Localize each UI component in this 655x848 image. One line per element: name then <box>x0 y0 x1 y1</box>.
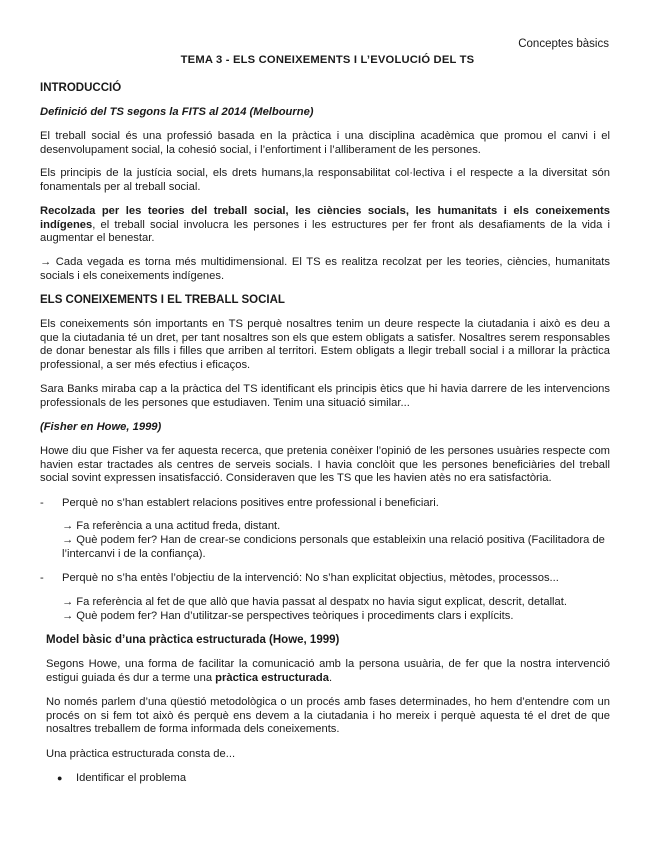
paragraph-howe-fisher: Howe diu que Fisher va fer aquesta recerca, que pretenia conèixer l’opinió de les persones usuàries respecte com havien estar tractades als centres de serveis socials. I havia conclòit que les persones beneficiàries del treball social sovint expressen insatisfacció. Consideraven que les TS que les havien atès no era satisfactòria. <box>40 445 610 485</box>
sub-item-cold-attitude: → Fa referència a una actitud freda, distant. <box>62 520 281 532</box>
theories-bold-text: Recolzada per les teories del treball social, les ciències socials, les humanitats i els coneixements indígenes <box>40 205 610 231</box>
definition-heading: Definició del TS segons la FITS al 2014 (Melbourne) <box>40 106 314 118</box>
header-label: Conceptes bàsics <box>518 38 609 50</box>
paragraph-principles: Els principis de la justícia social, els drets humans,la responsabilitat col·lectiva i el respecte a la diversitat són fonamentals per al treball social. <box>40 167 610 193</box>
sub-item-positive-relation: → Què podem fer? Han de crear-se condicions personals que estableixin una relació positiva (Facilitadora de l’intercanvi i de la confiança). <box>62 534 605 560</box>
structured-bold: pràctica estructurada <box>215 671 329 684</box>
paragraph-methodology: No només parlem d’una qüestió metodològica o un procés amb fases determinades, ho hem d’entendre com un procés on si fem tot això és perquè ens devem a la ciutadania i ho mereix i perquè aquesta té el dret de que nosaltres treballem de forma informada dels coneixements. <box>46 696 610 736</box>
theories-rest-text: , el treball social involucra les persones i les estructures per fer front als desafiaments de la vida i augmentar el benestar. <box>40 218 610 245</box>
model-heading: Model bàsic d’una pràctica estructurada (Howe, 1999) <box>46 634 340 646</box>
paragraph-banks: Sara Banks miraba cap a la pràctica del TS identificant els principis ètics que hi havia darrere de les intervencions professionals de les persones que estudiaven. Tenim una situació similar... <box>40 383 610 409</box>
paragraph-structured-practice <box>46 658 610 685</box>
sub-item-not-explained: → Fa referència al fet de que allò que havia passat al despatx no havia sigut explicat, descrit, detallat. <box>62 596 567 608</box>
knowledge-heading: ELS CONEIXEMENTS I EL TREBALL SOCIAL <box>40 294 285 306</box>
sub-item-clear-procedures: → Què podem fer? Han d’utilitzar-se perspectives teòriques i procediments clars i explícits. <box>62 610 514 622</box>
dash-item-relations: Perquè no s’han establert relacions positives entre professional i beneficiari. <box>62 497 439 509</box>
paragraph-consists-of: Una pràctica estructurada consta de... <box>46 748 236 760</box>
dot-bullet: ● <box>57 773 63 783</box>
page-title: TEMA 3 - ELS CONEIXEMENTS I L’EVOLUCIÓ DEL TS <box>180 54 475 66</box>
paragraph-knowledge: Els coneixements són importants en TS perquè nosaltres tenim un deure respecte la ciutadania i això es deu a que la ciutadania té un dret, per tant nosaltres son els que estem obligats a satisfer. Nosaltres serem responsables de donar benestar als fills i filles que arriben al territori. Estem obligats a llegir treball social i a millorar la pràctica professional, a ser més efectius i eficaços. <box>40 318 610 371</box>
paragraph-multidimensional: → Cada vegada es torna més multidimensional. El TS es realitza recolzat per les teories, ciències, humanitats socials i els coneixements indígenes. <box>40 256 610 282</box>
intro-heading: INTRODUCCIÓ <box>40 82 122 94</box>
fisher-heading: (Fisher en Howe, 1999) <box>40 421 162 433</box>
paragraph-definition: El treball social és una professió basada en la pràctica i una disciplina acadèmica que promou el canvi i el desenvolupament social, la cohesió social, i l’enfortiment i l’alliberament de les persones. <box>40 130 610 156</box>
list-item-identify-problem: Identificar el problema <box>76 772 187 784</box>
structured-text-b: . <box>328 671 333 684</box>
dash-bullet-2: - <box>40 572 44 584</box>
paragraph-theories <box>40 205 610 246</box>
dash-bullet-1: - <box>40 497 44 509</box>
structured-text-a: Segons Howe, una forma de facilitar la comunicació amb la persona usuària, de fer que la nostra intervenció estigui guiada és dur a terme una <box>46 658 610 684</box>
dash-item-objective: Perquè no s’ha entès l’objectiu de la intervenció: No s’han explicitat objectius, mètodes, processos... <box>62 572 559 584</box>
